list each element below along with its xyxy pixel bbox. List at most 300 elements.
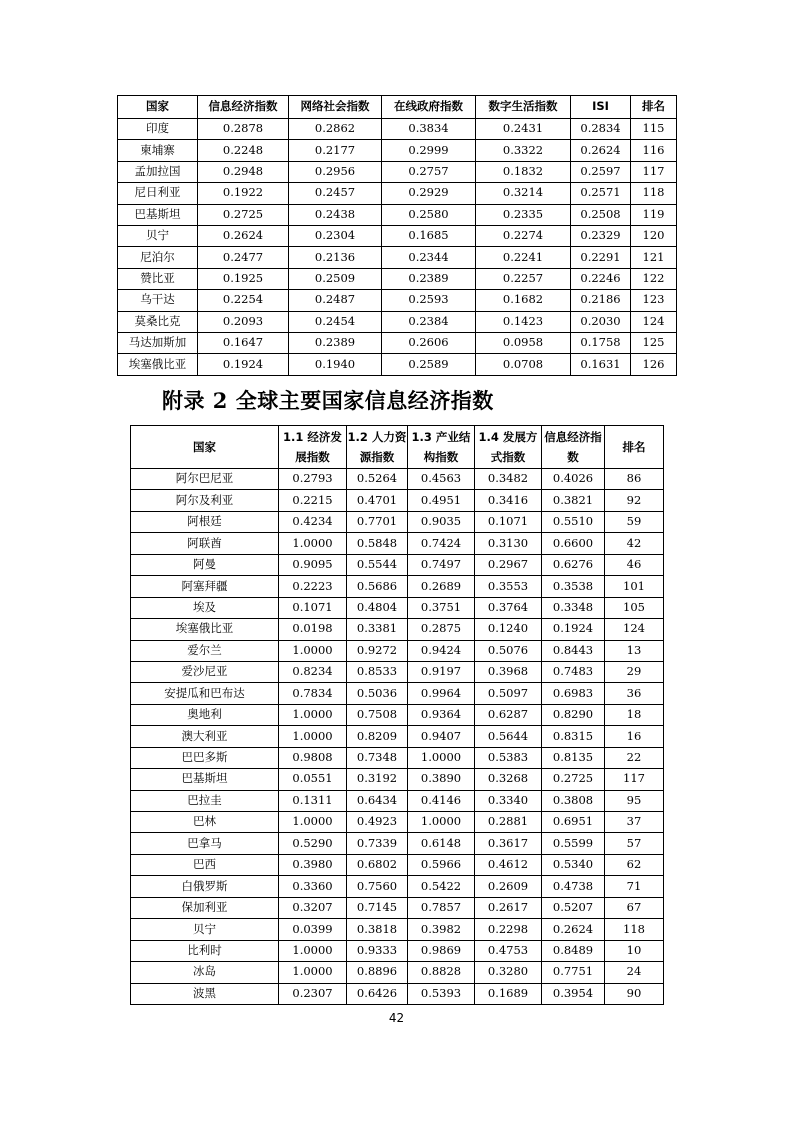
country-cell: 莫桑比克 xyxy=(118,311,198,332)
value-cell: 1.0000 xyxy=(279,640,347,661)
value-cell: 0.3214 xyxy=(476,183,571,204)
country-cell: 爱沙尼亚 xyxy=(131,661,279,682)
value-cell: 115 xyxy=(631,119,677,140)
value-cell: 0.8533 xyxy=(347,661,408,682)
table-row xyxy=(131,640,664,661)
value-cell: 0.2307 xyxy=(279,983,347,1004)
value-cell: 0.6276 xyxy=(542,554,605,575)
value-cell: 0.5076 xyxy=(475,640,542,661)
value-cell: 0.5966 xyxy=(408,854,475,875)
country-cell: 巴西 xyxy=(131,854,279,875)
value-cell: 0.8315 xyxy=(542,726,605,747)
table-header-row xyxy=(131,426,664,469)
value-cell: 0.5340 xyxy=(542,854,605,875)
value-cell: 0.6983 xyxy=(542,683,605,704)
value-cell: 118 xyxy=(605,919,664,940)
value-cell: 0.3821 xyxy=(542,490,605,511)
value-cell: 0.2257 xyxy=(476,268,571,289)
country-cell: 贝宁 xyxy=(131,919,279,940)
value-cell: 126 xyxy=(631,354,677,375)
table-row xyxy=(118,140,677,161)
value-cell: 0.2929 xyxy=(382,183,476,204)
value-cell: 0.5290 xyxy=(279,833,347,854)
value-cell: 0.6951 xyxy=(542,812,605,833)
value-cell: 1.0000 xyxy=(279,704,347,725)
column-header: 信息经济指数 xyxy=(542,426,605,469)
value-cell: 0.7857 xyxy=(408,897,475,918)
value-cell: 0.1071 xyxy=(475,511,542,532)
value-cell: 59 xyxy=(605,511,664,532)
value-cell: 1.0000 xyxy=(408,812,475,833)
value-cell: 0.2597 xyxy=(571,161,631,182)
value-cell: 0.2274 xyxy=(476,225,571,246)
value-cell: 0.5599 xyxy=(542,833,605,854)
country-cell: 巴林 xyxy=(131,812,279,833)
value-cell: 24 xyxy=(605,962,664,983)
column-header: 网络社会指数 xyxy=(289,96,382,119)
value-cell: 0.3381 xyxy=(347,619,408,640)
value-cell: 0.2862 xyxy=(289,119,382,140)
value-cell: 0.2177 xyxy=(289,140,382,161)
value-cell: 121 xyxy=(631,247,677,268)
value-cell: 0.2389 xyxy=(382,268,476,289)
value-cell: 117 xyxy=(605,769,664,790)
value-cell: 57 xyxy=(605,833,664,854)
column-header: 1.1 经济发展指数 xyxy=(279,426,347,469)
country-cell: 阿尔巴尼亚 xyxy=(131,469,279,490)
value-cell: 71 xyxy=(605,876,664,897)
value-cell: 0.0399 xyxy=(279,919,347,940)
value-cell: 0.6600 xyxy=(542,533,605,554)
value-cell: 0.9869 xyxy=(408,940,475,961)
country-cell: 澳大利亚 xyxy=(131,726,279,747)
column-header: 排名 xyxy=(605,426,664,469)
value-cell: 0.2875 xyxy=(408,619,475,640)
country-cell: 保加利亚 xyxy=(131,897,279,918)
value-cell: 0.2454 xyxy=(289,311,382,332)
value-cell: 0.3954 xyxy=(542,983,605,1004)
value-cell: 0.5264 xyxy=(347,469,408,490)
value-cell: 1.0000 xyxy=(279,940,347,961)
value-cell: 0.4701 xyxy=(347,490,408,511)
table-row xyxy=(131,619,664,640)
value-cell: 0.2948 xyxy=(198,161,289,182)
value-cell: 0.7483 xyxy=(542,661,605,682)
table-row xyxy=(118,204,677,225)
value-cell: 125 xyxy=(631,332,677,353)
country-cell: 贝宁 xyxy=(118,225,198,246)
value-cell: 0.4804 xyxy=(347,597,408,618)
value-cell: 0.2624 xyxy=(542,919,605,940)
value-cell: 1.0000 xyxy=(408,747,475,768)
value-cell: 0.1311 xyxy=(279,790,347,811)
value-cell: 0.4738 xyxy=(542,876,605,897)
column-header: 国家 xyxy=(118,96,198,119)
country-cell: 巴巴多斯 xyxy=(131,747,279,768)
value-cell: 0.2967 xyxy=(475,554,542,575)
value-cell: 0.1689 xyxy=(475,983,542,1004)
value-cell: 0.1631 xyxy=(571,354,631,375)
value-cell: 0.3553 xyxy=(475,576,542,597)
country-cell: 柬埔寨 xyxy=(118,140,198,161)
value-cell: 0.2241 xyxy=(476,247,571,268)
table-row xyxy=(131,962,664,983)
value-cell: 0.4563 xyxy=(408,469,475,490)
value-cell: 0.3360 xyxy=(279,876,347,897)
value-cell: 0.8896 xyxy=(347,962,408,983)
value-cell: 0.9364 xyxy=(408,704,475,725)
value-cell: 0.0198 xyxy=(279,619,347,640)
table-row xyxy=(118,332,677,353)
table-row xyxy=(131,812,664,833)
value-cell: 0.4612 xyxy=(475,854,542,875)
value-cell: 0.3340 xyxy=(475,790,542,811)
value-cell: 0.2431 xyxy=(476,119,571,140)
value-cell: 0.7834 xyxy=(279,683,347,704)
value-cell: 0.3538 xyxy=(542,576,605,597)
value-cell: 0.5207 xyxy=(542,897,605,918)
value-cell: 0.3130 xyxy=(475,533,542,554)
value-cell: 120 xyxy=(631,225,677,246)
value-cell: 13 xyxy=(605,640,664,661)
value-cell: 0.1940 xyxy=(289,354,382,375)
value-cell: 0.1758 xyxy=(571,332,631,353)
value-cell: 10 xyxy=(605,940,664,961)
value-cell: 0.2593 xyxy=(382,290,476,311)
country-cell: 乌干达 xyxy=(118,290,198,311)
table-header-row xyxy=(118,96,677,119)
country-cell: 比利时 xyxy=(131,940,279,961)
value-cell: 0.1071 xyxy=(279,597,347,618)
table-row xyxy=(131,597,664,618)
column-header: 在线政府指数 xyxy=(382,96,476,119)
table-row xyxy=(131,726,664,747)
value-cell: 0.2606 xyxy=(382,332,476,353)
value-cell: 0.2589 xyxy=(382,354,476,375)
value-cell: 0.1922 xyxy=(198,183,289,204)
value-cell: 118 xyxy=(631,183,677,204)
country-cell: 安提瓜和巴布达 xyxy=(131,683,279,704)
value-cell: 124 xyxy=(605,619,664,640)
column-header: 数字生活指数 xyxy=(476,96,571,119)
value-cell: 0.2999 xyxy=(382,140,476,161)
table-row xyxy=(131,919,664,940)
value-cell: 62 xyxy=(605,854,664,875)
value-cell: 0.2223 xyxy=(279,576,347,597)
value-cell: 86 xyxy=(605,469,664,490)
table-row xyxy=(131,940,664,961)
table-row xyxy=(131,469,664,490)
value-cell: 0.0708 xyxy=(476,354,571,375)
value-cell: 0.2030 xyxy=(571,311,631,332)
value-cell: 0.7348 xyxy=(347,747,408,768)
value-cell: 0.9424 xyxy=(408,640,475,661)
country-cell: 冰岛 xyxy=(131,962,279,983)
table-row xyxy=(131,897,664,918)
value-cell: 0.2509 xyxy=(289,268,382,289)
value-cell: 0.6287 xyxy=(475,704,542,725)
value-cell: 0.3482 xyxy=(475,469,542,490)
country-cell: 尼泊尔 xyxy=(118,247,198,268)
value-cell: 0.7751 xyxy=(542,962,605,983)
information-economy-index-table xyxy=(130,425,664,1005)
value-cell: 0.3617 xyxy=(475,833,542,854)
value-cell: 1.0000 xyxy=(279,533,347,554)
value-cell: 0.7497 xyxy=(408,554,475,575)
value-cell: 0.8209 xyxy=(347,726,408,747)
value-cell: 92 xyxy=(605,490,664,511)
value-cell: 123 xyxy=(631,290,677,311)
country-cell: 马达加斯加 xyxy=(118,332,198,353)
column-header: 1.3 产业结构指数 xyxy=(408,426,475,469)
table-row xyxy=(131,983,664,1004)
value-cell: 105 xyxy=(605,597,664,618)
column-header: 信息经济指数 xyxy=(198,96,289,119)
column-header: 国家 xyxy=(131,426,279,469)
value-cell: 0.5848 xyxy=(347,533,408,554)
value-cell: 0.3980 xyxy=(279,854,347,875)
country-cell: 巴拿马 xyxy=(131,833,279,854)
value-cell: 0.4146 xyxy=(408,790,475,811)
value-cell: 0.3348 xyxy=(542,597,605,618)
value-cell: 0.3207 xyxy=(279,897,347,918)
value-cell: 0.3268 xyxy=(475,769,542,790)
value-cell: 0.7508 xyxy=(347,704,408,725)
value-cell: 0.5383 xyxy=(475,747,542,768)
value-cell: 22 xyxy=(605,747,664,768)
value-cell: 0.6148 xyxy=(408,833,475,854)
value-cell: 0.2881 xyxy=(475,812,542,833)
table-row xyxy=(131,876,664,897)
value-cell: 0.8234 xyxy=(279,661,347,682)
value-cell: 0.2617 xyxy=(475,897,542,918)
value-cell: 1.0000 xyxy=(279,962,347,983)
country-cell: 阿塞拜疆 xyxy=(131,576,279,597)
value-cell: 0.1240 xyxy=(475,619,542,640)
table-row xyxy=(131,769,664,790)
table-row xyxy=(118,290,677,311)
country-cell: 爱尔兰 xyxy=(131,640,279,661)
value-cell: 0.2248 xyxy=(198,140,289,161)
value-cell: 0.3834 xyxy=(382,119,476,140)
table-row xyxy=(131,511,664,532)
value-cell: 0.1647 xyxy=(198,332,289,353)
value-cell: 119 xyxy=(631,204,677,225)
value-cell: 117 xyxy=(631,161,677,182)
value-cell: 0.2624 xyxy=(198,225,289,246)
value-cell: 0.2477 xyxy=(198,247,289,268)
table-row xyxy=(131,576,664,597)
table-row xyxy=(131,533,664,554)
value-cell: 0.1925 xyxy=(198,268,289,289)
column-header: 1.2 人力资源指数 xyxy=(347,426,408,469)
value-cell: 0.2725 xyxy=(198,204,289,225)
value-cell: 0.2254 xyxy=(198,290,289,311)
table-row xyxy=(131,490,664,511)
table-row xyxy=(118,161,677,182)
value-cell: 36 xyxy=(605,683,664,704)
table-row xyxy=(118,354,677,375)
value-cell: 0.3751 xyxy=(408,597,475,618)
value-cell: 0.9035 xyxy=(408,511,475,532)
country-cell: 尼日利亚 xyxy=(118,183,198,204)
value-cell: 0.2344 xyxy=(382,247,476,268)
value-cell: 29 xyxy=(605,661,664,682)
table-row xyxy=(131,704,664,725)
value-cell: 0.9272 xyxy=(347,640,408,661)
value-cell: 0.2508 xyxy=(571,204,631,225)
value-cell: 0.3764 xyxy=(475,597,542,618)
value-cell: 0.2136 xyxy=(289,247,382,268)
table-row xyxy=(131,790,664,811)
value-cell: 0.5422 xyxy=(408,876,475,897)
value-cell: 0.1924 xyxy=(542,619,605,640)
country-cell: 孟加拉国 xyxy=(118,161,198,182)
value-cell: 0.2689 xyxy=(408,576,475,597)
value-cell: 0.2793 xyxy=(279,469,347,490)
value-cell: 0.2186 xyxy=(571,290,631,311)
country-cell: 奥地利 xyxy=(131,704,279,725)
value-cell: 0.5686 xyxy=(347,576,408,597)
value-cell: 0.7339 xyxy=(347,833,408,854)
value-cell: 67 xyxy=(605,897,664,918)
value-cell: 0.8489 xyxy=(542,940,605,961)
table-row xyxy=(131,854,664,875)
table-row xyxy=(131,833,664,854)
value-cell: 0.2457 xyxy=(289,183,382,204)
isi-ranking-table xyxy=(117,95,677,376)
value-cell: 0.3818 xyxy=(347,919,408,940)
value-cell: 0.0551 xyxy=(279,769,347,790)
table-row xyxy=(118,225,677,246)
value-cell: 0.5393 xyxy=(408,983,475,1004)
value-cell: 0.8135 xyxy=(542,747,605,768)
value-cell: 0.2609 xyxy=(475,876,542,897)
value-cell: 0.2438 xyxy=(289,204,382,225)
table-row xyxy=(131,683,664,704)
column-header: 排名 xyxy=(631,96,677,119)
value-cell: 0.2329 xyxy=(571,225,631,246)
country-cell: 巴基斯坦 xyxy=(118,204,198,225)
value-cell: 46 xyxy=(605,554,664,575)
value-cell: 0.1924 xyxy=(198,354,289,375)
value-cell: 0.9197 xyxy=(408,661,475,682)
value-cell: 0.2246 xyxy=(571,268,631,289)
value-cell: 0.2725 xyxy=(542,769,605,790)
country-cell: 波黑 xyxy=(131,983,279,1004)
value-cell: 0.9333 xyxy=(347,940,408,961)
value-cell: 0.1682 xyxy=(476,290,571,311)
value-cell: 0.3808 xyxy=(542,790,605,811)
value-cell: 0.7560 xyxy=(347,876,408,897)
value-cell: 122 xyxy=(631,268,677,289)
country-cell: 埃塞俄比亚 xyxy=(118,354,198,375)
value-cell: 0.2335 xyxy=(476,204,571,225)
value-cell: 0.2571 xyxy=(571,183,631,204)
value-cell: 0.3890 xyxy=(408,769,475,790)
value-cell: 1.0000 xyxy=(279,726,347,747)
value-cell: 0.0958 xyxy=(476,332,571,353)
table-row xyxy=(131,747,664,768)
value-cell: 0.8828 xyxy=(408,962,475,983)
value-cell: 0.2624 xyxy=(571,140,631,161)
value-cell: 0.7424 xyxy=(408,533,475,554)
country-cell: 阿尔及利亚 xyxy=(131,490,279,511)
value-cell: 0.2487 xyxy=(289,290,382,311)
country-cell: 赞比亚 xyxy=(118,268,198,289)
value-cell: 0.2878 xyxy=(198,119,289,140)
value-cell: 0.3982 xyxy=(408,919,475,940)
value-cell: 0.3322 xyxy=(476,140,571,161)
country-cell: 印度 xyxy=(118,119,198,140)
table-row xyxy=(118,119,677,140)
table-row xyxy=(131,661,664,682)
page-number: 42 xyxy=(388,1011,405,1025)
country-cell: 巴基斯坦 xyxy=(131,769,279,790)
country-cell: 阿联酋 xyxy=(131,533,279,554)
table-row xyxy=(131,554,664,575)
value-cell: 0.5036 xyxy=(347,683,408,704)
value-cell: 0.9808 xyxy=(279,747,347,768)
value-cell: 0.6802 xyxy=(347,854,408,875)
value-cell: 0.9964 xyxy=(408,683,475,704)
value-cell: 0.6426 xyxy=(347,983,408,1004)
country-cell: 巴拉圭 xyxy=(131,790,279,811)
value-cell: 0.4951 xyxy=(408,490,475,511)
column-header: ISI xyxy=(571,96,631,119)
value-cell: 0.4026 xyxy=(542,469,605,490)
country-cell: 白俄罗斯 xyxy=(131,876,279,897)
value-cell: 18 xyxy=(605,704,664,725)
section-title: 附录 2 全球主要国家信息经济指数 xyxy=(162,388,494,413)
value-cell: 0.1832 xyxy=(476,161,571,182)
value-cell: 0.2291 xyxy=(571,247,631,268)
value-cell: 42 xyxy=(605,533,664,554)
value-cell: 0.2304 xyxy=(289,225,382,246)
table-row xyxy=(118,311,677,332)
value-cell: 16 xyxy=(605,726,664,747)
value-cell: 0.3280 xyxy=(475,962,542,983)
value-cell: 0.2384 xyxy=(382,311,476,332)
value-cell: 0.6434 xyxy=(347,790,408,811)
value-cell: 0.2389 xyxy=(289,332,382,353)
value-cell: 0.7145 xyxy=(347,897,408,918)
value-cell: 0.2757 xyxy=(382,161,476,182)
value-cell: 0.9407 xyxy=(408,726,475,747)
country-cell: 阿曼 xyxy=(131,554,279,575)
value-cell: 0.4923 xyxy=(347,812,408,833)
value-cell: 0.3416 xyxy=(475,490,542,511)
country-cell: 埃及 xyxy=(131,597,279,618)
value-cell: 90 xyxy=(605,983,664,1004)
value-cell: 0.2298 xyxy=(475,919,542,940)
country-cell: 阿根廷 xyxy=(131,511,279,532)
value-cell: 0.2093 xyxy=(198,311,289,332)
table-row xyxy=(118,268,677,289)
value-cell: 0.1685 xyxy=(382,225,476,246)
value-cell: 0.3968 xyxy=(475,661,542,682)
value-cell: 95 xyxy=(605,790,664,811)
value-cell: 0.2834 xyxy=(571,119,631,140)
value-cell: 0.5544 xyxy=(347,554,408,575)
column-header: 1.4 发展方式指数 xyxy=(475,426,542,469)
value-cell: 0.1423 xyxy=(476,311,571,332)
value-cell: 0.4753 xyxy=(475,940,542,961)
value-cell: 124 xyxy=(631,311,677,332)
value-cell: 0.2215 xyxy=(279,490,347,511)
value-cell: 37 xyxy=(605,812,664,833)
value-cell: 0.8290 xyxy=(542,704,605,725)
